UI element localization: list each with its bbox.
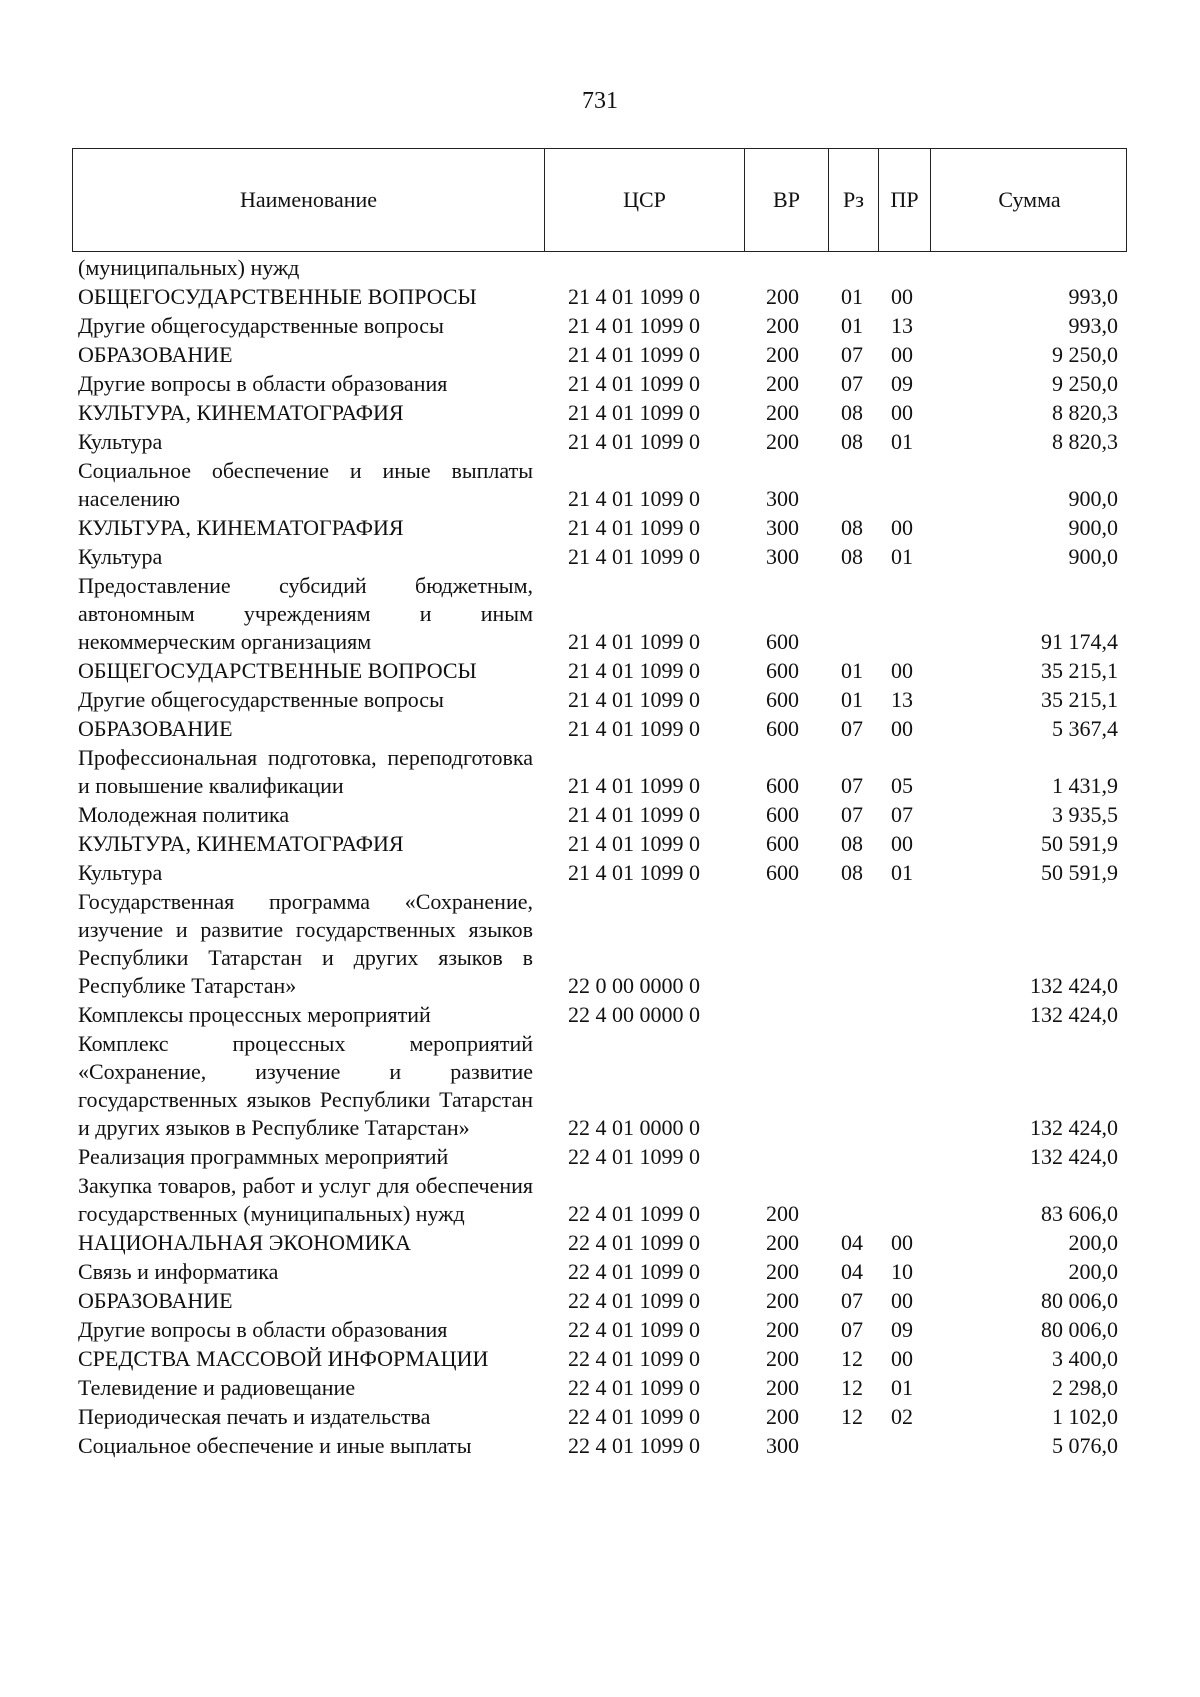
row-rz: 07 xyxy=(841,802,863,827)
row-vr: 200 xyxy=(766,1375,799,1400)
row-rz: 04 xyxy=(841,1230,863,1255)
row-pr: 13 xyxy=(891,313,913,338)
row-rz: 08 xyxy=(841,831,863,856)
row-sum: 900,0 xyxy=(1068,486,1118,511)
row-sum: 1 431,9 xyxy=(1052,773,1118,798)
row-csr: 22 4 01 1099 0 xyxy=(568,1346,700,1371)
row-csr: 21 4 01 1099 0 xyxy=(568,831,700,856)
row-sum: 993,0 xyxy=(1068,313,1118,338)
row-pr: 00 xyxy=(891,831,913,856)
row-csr: 21 4 01 1099 0 xyxy=(568,658,700,683)
row-name: Другие вопросы в области образования xyxy=(78,1317,448,1342)
row-pr: 05 xyxy=(891,773,913,798)
table-row xyxy=(78,283,1118,312)
table-row xyxy=(78,715,1118,744)
row-name: Социальное обеспечение и иные выплаты xyxy=(78,1433,472,1458)
row-sum: 200,0 xyxy=(1068,1230,1118,1255)
row-rz: 07 xyxy=(841,1288,863,1313)
row-rz: 12 xyxy=(841,1375,863,1400)
row-sum: 1 102,0 xyxy=(1052,1404,1118,1429)
row-name: ОБРАЗОВАНИЕ xyxy=(78,342,233,367)
page-number: 731 xyxy=(582,88,618,114)
row-name: Реализация программных мероприятий xyxy=(78,1144,449,1169)
row-csr: 22 4 01 1099 0 xyxy=(568,1201,700,1226)
row-pr: 00 xyxy=(891,284,913,309)
row-pr: 13 xyxy=(891,687,913,712)
row-sum: 9 250,0 xyxy=(1052,371,1118,396)
row-sum: 50 591,9 xyxy=(1041,831,1118,856)
table-row xyxy=(78,1345,1118,1374)
header-sum: Сумма xyxy=(998,187,1061,212)
row-rz: 07 xyxy=(841,773,863,798)
row-vr: 200 xyxy=(766,284,799,309)
row-pr: 00 xyxy=(891,658,913,683)
row-rz: 07 xyxy=(841,342,863,367)
row-csr: 22 4 00 0000 0 xyxy=(568,1002,700,1027)
row-sum: 8 820,3 xyxy=(1052,400,1118,425)
row-sum: 50 591,9 xyxy=(1041,860,1118,885)
row-vr: 600 xyxy=(766,658,799,683)
row-rz: 07 xyxy=(841,1317,863,1342)
row-name: Культура xyxy=(78,544,163,569)
row-name: Другие вопросы в области образования xyxy=(78,371,448,396)
table-row xyxy=(78,312,1118,341)
header-vr: ВР xyxy=(745,149,829,251)
row-name: Социальное обеспечение и иные выплаты населению xyxy=(78,458,533,511)
row-csr: 22 4 01 1099 0 xyxy=(568,1288,700,1313)
row-sum: 900,0 xyxy=(1068,515,1118,540)
table-row xyxy=(78,341,1118,370)
row-name: Государственная программа «Сохранение, изучение и развитие государственных языков Республики Татарстан и других языков в Республике Татарстан» xyxy=(78,889,533,998)
row-pr: 00 xyxy=(891,1346,913,1371)
table-row xyxy=(78,572,1118,657)
row-name: ОБЩЕГОСУДАРСТВЕННЫЕ ВОПРОСЫ xyxy=(78,658,477,683)
row-rz: 01 xyxy=(841,284,863,309)
row-name: Профессиональная подготовка, переподготовка и повышение квалификации xyxy=(78,745,533,798)
row-csr: 21 4 01 1099 0 xyxy=(568,802,700,827)
row-name: Молодежная политика xyxy=(78,802,290,827)
row-csr: 21 4 01 1099 0 xyxy=(568,716,700,741)
row-csr: 22 4 01 1099 0 xyxy=(568,1375,700,1400)
header-csr: ЦСР xyxy=(545,149,745,251)
table-row xyxy=(78,1287,1118,1316)
table-row xyxy=(78,1374,1118,1403)
row-vr: 200 xyxy=(766,1230,799,1255)
row-name: КУЛЬТУРА, КИНЕМАТОГРАФИЯ xyxy=(78,515,404,540)
row-pr: 00 xyxy=(891,342,913,367)
table-row xyxy=(78,370,1118,399)
row-rz: 01 xyxy=(841,313,863,338)
row-sum: 8 820,3 xyxy=(1052,429,1118,454)
row-rz: 01 xyxy=(841,658,863,683)
row-name: Комплексы процессных мероприятий xyxy=(78,1002,431,1027)
row-sum: 80 006,0 xyxy=(1041,1317,1118,1342)
table-row xyxy=(78,1001,1118,1030)
table-row xyxy=(78,657,1118,686)
table-row xyxy=(78,1316,1118,1345)
row-vr: 200 xyxy=(766,1288,799,1313)
row-name: Предоставление субсидий бюджетным, автономным учреждениям и иным некоммерческим организациям xyxy=(78,573,533,654)
row-csr: 21 4 01 1099 0 xyxy=(568,400,700,425)
row-sum: 2 298,0 xyxy=(1052,1375,1118,1400)
row-pr: 01 xyxy=(891,860,913,885)
row-rz: 01 xyxy=(841,687,863,712)
row-csr: 21 4 01 1099 0 xyxy=(568,629,700,654)
row-pr: 09 xyxy=(891,1317,913,1342)
row-sum: 5 367,4 xyxy=(1052,716,1118,741)
row-vr: 300 xyxy=(766,515,799,540)
row-sum: 132 424,0 xyxy=(1030,1144,1118,1169)
row-csr: 22 4 01 1099 0 xyxy=(568,1144,700,1169)
row-rz: 07 xyxy=(841,371,863,396)
row-pr: 00 xyxy=(891,1288,913,1313)
row-vr: 600 xyxy=(766,773,799,798)
row-pr: 09 xyxy=(891,371,913,396)
row-rz: 08 xyxy=(841,429,863,454)
row-sum: 91 174,4 xyxy=(1041,629,1118,654)
row-name: Культура xyxy=(78,860,163,885)
row-sum: 83 606,0 xyxy=(1041,1201,1118,1226)
table-row xyxy=(78,1143,1118,1172)
row-vr: 600 xyxy=(766,802,799,827)
table-row xyxy=(78,428,1118,457)
table-row xyxy=(78,1432,1118,1461)
row-sum: 3 400,0 xyxy=(1052,1346,1118,1371)
row-csr: 22 4 01 1099 0 xyxy=(568,1433,700,1458)
row-csr: 21 4 01 1099 0 xyxy=(568,342,700,367)
row-sum: 5 076,0 xyxy=(1052,1433,1118,1458)
row-sum: 3 935,5 xyxy=(1052,802,1118,827)
row-sum: 9 250,0 xyxy=(1052,342,1118,367)
row-rz: 08 xyxy=(841,515,863,540)
row-csr: 22 4 01 0000 0 xyxy=(568,1115,700,1140)
table-row xyxy=(78,543,1118,572)
row-sum: 132 424,0 xyxy=(1030,973,1118,998)
row-csr: 21 4 01 1099 0 xyxy=(568,486,700,511)
row-sum: 35 215,1 xyxy=(1041,658,1118,683)
row-csr: 22 0 00 0000 0 xyxy=(568,973,700,998)
row-csr: 22 4 01 1099 0 xyxy=(568,1259,700,1284)
row-csr: 21 4 01 1099 0 xyxy=(568,371,700,396)
row-rz: 07 xyxy=(841,716,863,741)
row-vr: 600 xyxy=(766,831,799,856)
row-sum: 132 424,0 xyxy=(1030,1115,1118,1140)
row-csr: 21 4 01 1099 0 xyxy=(568,515,700,540)
table-row xyxy=(78,1258,1118,1287)
row-rz: 12 xyxy=(841,1404,863,1429)
row-vr: 200 xyxy=(766,400,799,425)
header-pr: ПР xyxy=(879,149,931,251)
row-pr: 01 xyxy=(891,544,913,569)
row-name: Другие общегосударственные вопросы xyxy=(78,313,444,338)
row-vr: 200 xyxy=(766,1404,799,1429)
table-row xyxy=(78,686,1118,715)
table-row xyxy=(78,399,1118,428)
header-rz: Рз xyxy=(829,149,879,251)
row-vr: 200 xyxy=(766,429,799,454)
table-row xyxy=(78,744,1118,801)
row-vr: 600 xyxy=(766,716,799,741)
row-vr: 300 xyxy=(766,544,799,569)
row-name: ОБРАЗОВАНИЕ xyxy=(78,716,233,741)
table-row xyxy=(78,254,1118,283)
table-row xyxy=(78,859,1118,888)
row-pr: 02 xyxy=(891,1404,913,1429)
row-pr: 00 xyxy=(891,716,913,741)
row-sum: 80 006,0 xyxy=(1041,1288,1118,1313)
row-name: Связь и информатика xyxy=(78,1259,279,1284)
row-vr: 300 xyxy=(766,486,799,511)
row-name: НАЦИОНАЛЬНАЯ ЭКОНОМИКА xyxy=(78,1230,412,1255)
table-row xyxy=(78,888,1118,1001)
table-body xyxy=(78,254,1118,1461)
row-pr: 07 xyxy=(891,802,913,827)
table-row xyxy=(78,1403,1118,1432)
row-name: Телевидение и радиовещание xyxy=(78,1375,356,1400)
row-csr: 21 4 01 1099 0 xyxy=(568,773,700,798)
row-csr: 21 4 01 1099 0 xyxy=(568,544,700,569)
row-csr: 22 4 01 1099 0 xyxy=(568,1404,700,1429)
row-name: Комплекс процессных мероприятий «Сохранение, изучение и развитие государственных языков Республики Татарстан и других языков в Республике Татарстан» xyxy=(78,1031,533,1140)
row-vr: 200 xyxy=(766,1317,799,1342)
row-pr: 00 xyxy=(891,515,913,540)
row-sum: 900,0 xyxy=(1068,544,1118,569)
row-rz: 08 xyxy=(841,860,863,885)
row-csr: 21 4 01 1099 0 xyxy=(568,687,700,712)
row-sum: 132 424,0 xyxy=(1030,1002,1118,1027)
row-vr: 200 xyxy=(766,1346,799,1371)
row-csr: 21 4 01 1099 0 xyxy=(568,284,700,309)
row-name: СРЕДСТВА МАССОВОЙ ИНФОРМАЦИИ xyxy=(78,1346,489,1371)
row-rz: 08 xyxy=(841,400,863,425)
row-vr: 200 xyxy=(766,371,799,396)
row-sum: 200,0 xyxy=(1068,1259,1118,1284)
row-sum: 35 215,1 xyxy=(1041,687,1118,712)
row-rz: 04 xyxy=(841,1259,863,1284)
row-name: (муниципальных) нужд xyxy=(78,255,300,280)
row-vr: 200 xyxy=(766,1259,799,1284)
row-csr: 22 4 01 1099 0 xyxy=(568,1230,700,1255)
row-name: ОБЩЕГОСУДАРСТВЕННЫЕ ВОПРОСЫ xyxy=(78,284,477,309)
row-name: Закупка товаров, работ и услуг для обеспечения государственных (муниципальных) нужд xyxy=(78,1173,533,1226)
row-csr: 21 4 01 1099 0 xyxy=(568,429,700,454)
row-pr: 00 xyxy=(891,400,913,425)
row-name: КУЛЬТУРА, КИНЕМАТОГРАФИЯ xyxy=(78,831,404,856)
table-row xyxy=(78,1030,1118,1143)
row-name: ОБРАЗОВАНИЕ xyxy=(78,1288,233,1313)
row-csr: 21 4 01 1099 0 xyxy=(568,313,700,338)
row-vr: 600 xyxy=(766,860,799,885)
row-rz: 12 xyxy=(841,1346,863,1371)
row-pr: 00 xyxy=(891,1230,913,1255)
row-name: Периодическая печать и издательства xyxy=(78,1404,431,1429)
table-row xyxy=(78,1229,1118,1258)
row-vr: 200 xyxy=(766,342,799,367)
row-vr: 600 xyxy=(766,687,799,712)
table-row xyxy=(78,514,1118,543)
row-csr: 21 4 01 1099 0 xyxy=(568,860,700,885)
table-row xyxy=(78,457,1118,514)
row-vr: 300 xyxy=(766,1433,799,1458)
row-rz: 08 xyxy=(841,544,863,569)
table-row xyxy=(78,1172,1118,1229)
row-vr: 200 xyxy=(766,313,799,338)
row-name: Культура xyxy=(78,429,163,454)
table-header xyxy=(72,148,1127,252)
row-name: КУЛЬТУРА, КИНЕМАТОГРАФИЯ xyxy=(78,400,404,425)
row-name: Другие общегосударственные вопросы xyxy=(78,687,444,712)
table-row xyxy=(78,801,1118,830)
row-vr: 200 xyxy=(766,1201,799,1226)
row-vr: 600 xyxy=(766,629,799,654)
table-row xyxy=(78,830,1118,859)
header-name: Наименование xyxy=(73,149,545,251)
row-pr: 01 xyxy=(891,429,913,454)
row-pr: 10 xyxy=(891,1259,913,1284)
row-sum: 993,0 xyxy=(1068,284,1118,309)
row-csr: 22 4 01 1099 0 xyxy=(568,1317,700,1342)
row-pr: 01 xyxy=(891,1375,913,1400)
